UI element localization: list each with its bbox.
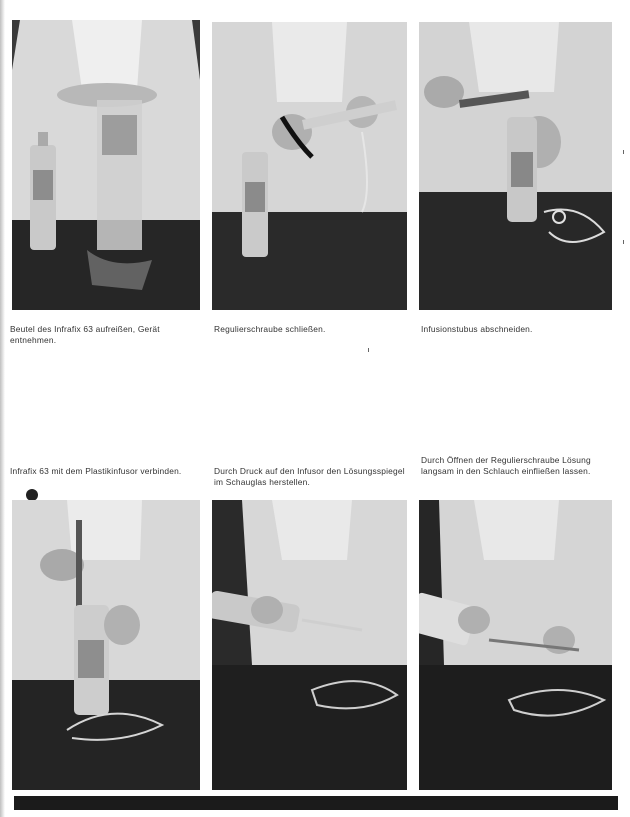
bottom-black-band [14, 796, 618, 810]
photo-step-3 [419, 22, 612, 310]
photo-step-6 [419, 500, 612, 790]
caption-step-2: Regulierschraube schließen. [214, 324, 326, 334]
print-speck [368, 348, 369, 352]
caption-step-5: Durch Druck auf den Infusor den Lösungsspiegel im Schauglas herstellen. [214, 466, 405, 487]
print-speck [623, 150, 624, 154]
photo-step-2 [212, 22, 407, 310]
caption-step-1: Beutel des Infrafix 63 aufreißen, Gerät entnehmen. [10, 324, 160, 345]
caption-step-6: Durch Öffnen der Regulierschraube Lösung langsam in den Schlauch einfließen lassen. [421, 455, 591, 476]
caption-step-3: Infusionstubus abschneiden. [421, 324, 533, 334]
photo-step-1 [12, 20, 200, 310]
photo-step-5 [212, 500, 407, 790]
print-speck [623, 240, 624, 244]
caption-step-4: Infrafix 63 mit dem Plastikinfusor verbinden. [10, 466, 182, 476]
page-edge-shadow [0, 0, 5, 817]
photo-step-4 [12, 500, 200, 790]
